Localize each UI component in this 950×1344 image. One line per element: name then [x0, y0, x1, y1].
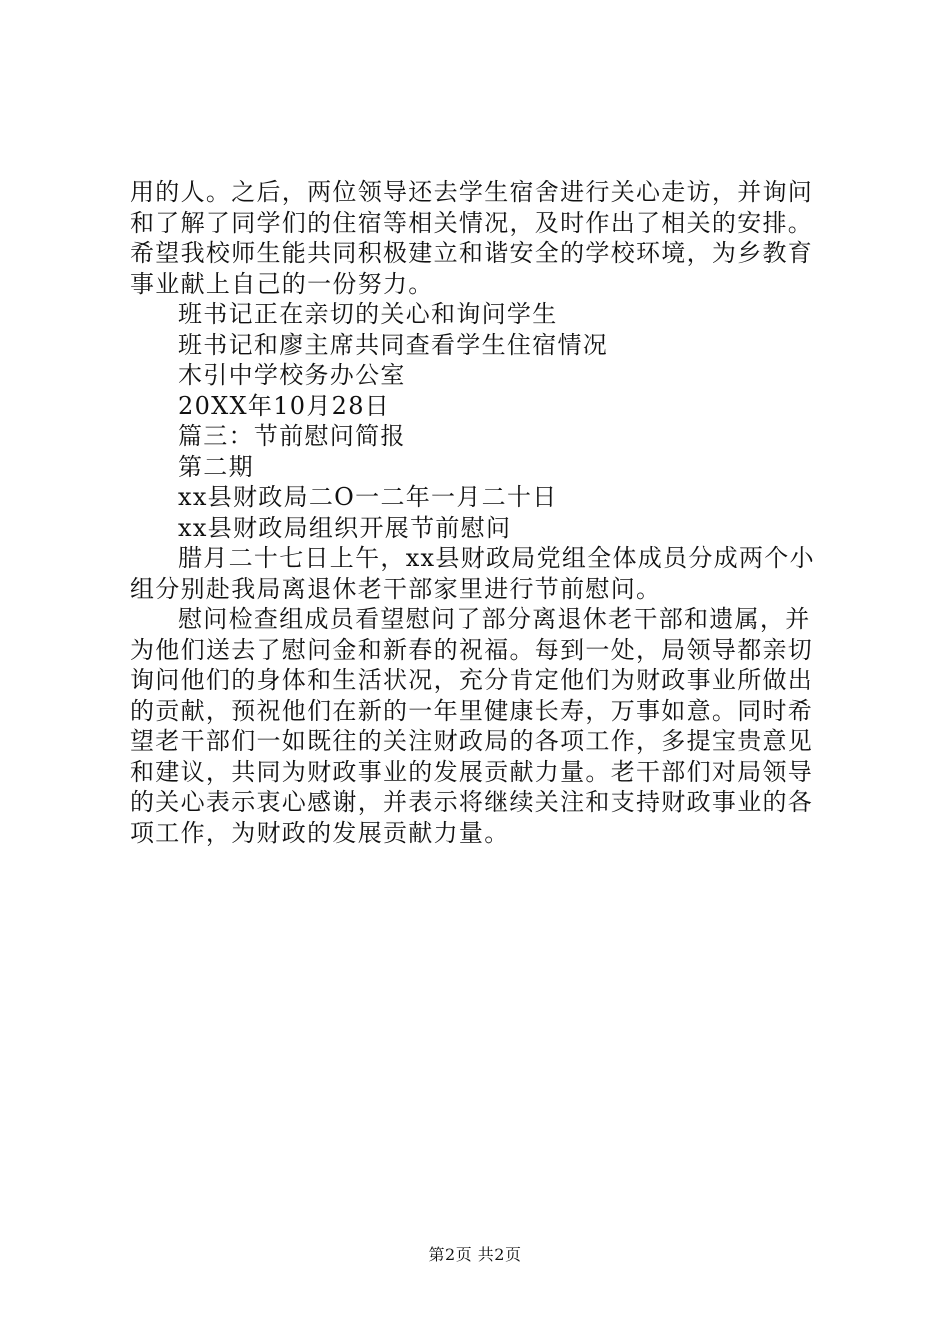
article-title: xx县财政局组织开展节前慰问 [178, 513, 512, 542]
text-line: 的贡献，预祝他们在新的一年里健康长寿，万事如意。同时希 [130, 696, 814, 725]
photo-caption-1: 班书记正在亲切的关心和询问学生 [178, 300, 558, 328]
page-number-footer: 第2页 共2页 [428, 1245, 522, 1264]
text-line: 询问他们的身体和生活状况，充分肯定他们为财政事业所做出 [130, 666, 814, 694]
issue-number: 第二期 [178, 452, 254, 481]
text-line: 为他们送去了慰问金和新春的祝福。每到一处，局领导都亲切 [130, 635, 814, 664]
photo-caption-2: 班书记和廖主席共同查看学生住宿情况 [178, 330, 609, 359]
text-line: 希望我校师生能共同积极建立和谐安全的学校环境，为乡教育 [130, 239, 814, 267]
text-line: 慰问检查组成员看望慰问了部分离退休老干部和遗属，并 [178, 605, 811, 633]
issuer-date-line: xx县财政局二O一二年一月二十日 [178, 483, 558, 511]
text-line: 组分别赴我局离退休老干部家里进行节前慰问。 [130, 574, 662, 603]
text-line: 的关心表示衷心感谢，并表示将继续关注和支持财政事业的各 [130, 788, 814, 816]
text-line: 用的人。之后，两位领导还去学生宿舍进行关心走访，并询问 [130, 178, 814, 206]
signature-office: 木引中学校务办公室 [178, 361, 406, 389]
signature-date: 20XX年10月28日 [178, 391, 391, 420]
text-line: 和了解了同学们的住宿等相关情况，及时作出了相关的安排。 [130, 208, 814, 237]
section-heading: 篇三：节前慰问简报 [178, 422, 406, 450]
text-line: 事业献上自己的一份努力。 [130, 269, 434, 298]
text-line: 和建议，共同为财政事业的发展贡献力量。老干部们对局领导 [130, 757, 814, 786]
document-body [130, 177, 830, 848]
text-line: 望老干部们一如既往的关注财政局的各项工作，多提宝贵意见 [130, 727, 814, 755]
text-line: 腊月二十七日上午，xx县财政局党组全体成员分成两个小 [178, 544, 815, 572]
text-line: 项工作，为财政的发展贡献力量。 [130, 818, 510, 847]
